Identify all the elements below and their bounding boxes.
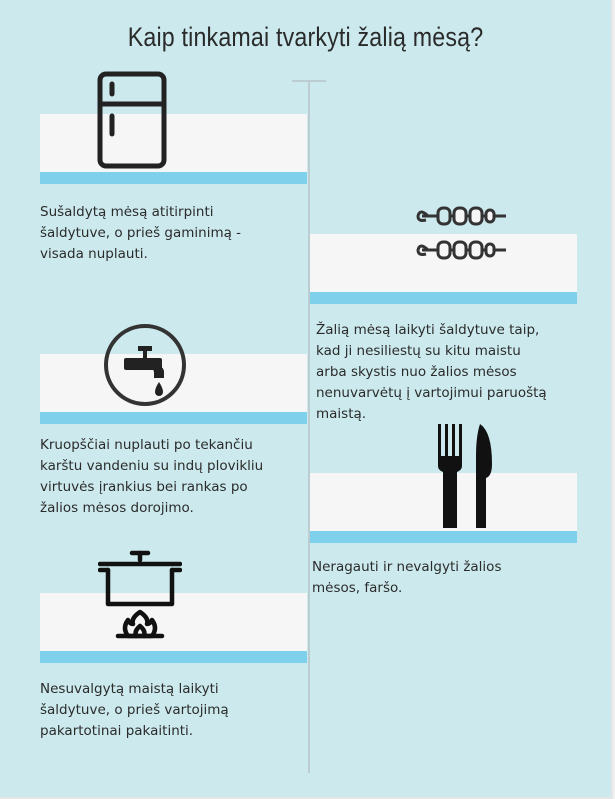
tip-5-text: Nesuvalgytą maistą laikyti šaldytuve, o prieš vartojimą pakartotinai pakaitinti. (40, 681, 229, 739)
tip-3-stripe (40, 412, 307, 424)
skewers-icon (414, 202, 510, 272)
faucet-icon (102, 322, 188, 412)
tip-1-band (40, 114, 307, 172)
page-title: Kaip tinkamai tvarkyti žalią mėsą? (127, 22, 484, 52)
tip-3-text: Kruopščiai nuplauti po tekančiu karštu vandeniu su indų plovikliu virtuvės įrankius bei rankas po žalios mėsos dorojimo. (40, 437, 264, 516)
tip-1-text: Sušaldytą mėsą atitirpinti šaldytuve, o prieš gaminimą - visada nuplauti. (40, 204, 242, 262)
center-divider (308, 80, 310, 773)
tip-2-stripe (310, 292, 577, 304)
refrigerator-icon (96, 70, 168, 174)
fork-knife-icon (436, 422, 496, 534)
cooking-pot-icon (98, 546, 182, 650)
tip-4-text: Neragauti ir nevalgyti žalios mėsos, faršo. (312, 559, 502, 596)
tip-5-stripe (40, 651, 307, 663)
tip-2-text: Žalią mėsą laikyti šaldytuve taip, kad ji nesiliestų su kitu maistu arba skystis nuo žalios mėsos nenuvarvėtų į vartojimui paruoštą maistą. (316, 322, 547, 422)
tip-1-stripe (40, 172, 307, 184)
